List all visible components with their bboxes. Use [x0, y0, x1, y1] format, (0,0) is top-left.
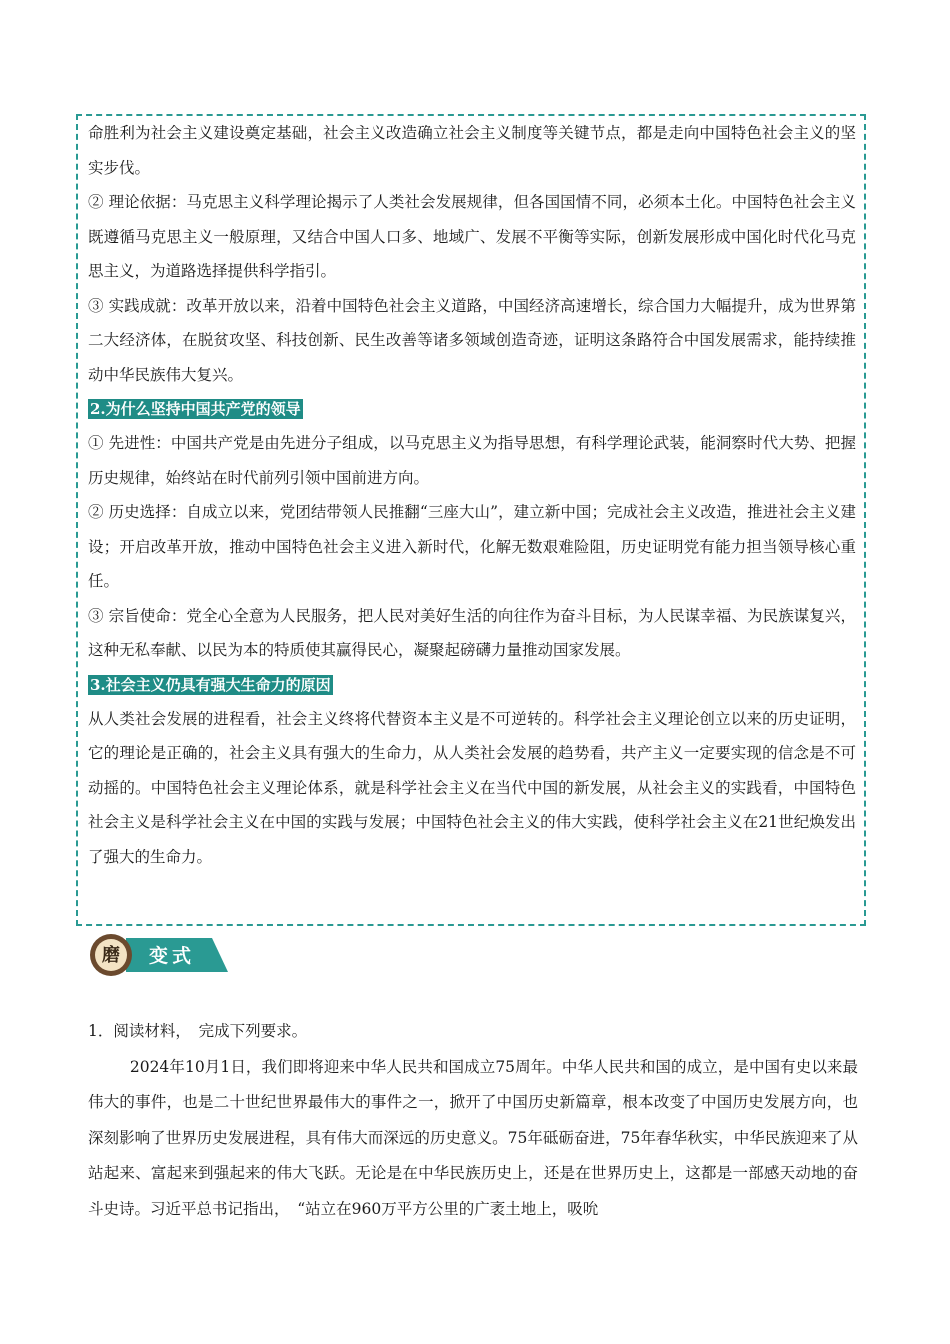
variant-badge — [88, 932, 228, 978]
section-heading: 3.社会主义仍具有强大生命力的原因 — [90, 675, 331, 694]
paragraph: ③ 实践成就：改革开放以来，沿着中国特色社会主义道路，中国经济高速增长，综合国力大幅提升，成为世界第二大经济体，在脱贫攻坚、科技创新、民生改善等诸多领域创造奇迹，证明这条路符合中国发展需求，能持续推动中华民族伟大复兴。 — [88, 296, 856, 384]
paragraph: 命胜利为社会主义建设奠定基础，社会主义改造确立社会主义制度等关键节点，都是走向中国特色社会主义的坚实步伐。 — [88, 124, 856, 177]
badge-label: 变式 — [148, 945, 196, 967]
paragraph: ② 历史选择：自成立以来，党团结带领人民推翻“三座大山”，建立新中国；完成社会主义改造，推进社会主义建设；开启改革开放，推动中国特色社会主义进入新时代，化解无数艰难险阻，历史证明党有能力担当领导核心重任。 — [88, 503, 856, 590]
knowledge-box — [76, 114, 866, 926]
section-heading: 2.为什么坚持中国共产党的领导 — [90, 400, 301, 418]
question-block — [88, 1014, 858, 1227]
question-title: 1．阅读材料， 完成下列要求。 — [88, 1022, 308, 1040]
question-material: 2024年10月1日，我们即将迎来中华人民共和国成立75周年。中华人民共和国的成立，是中国有史以来最伟大的事件，也是二十世纪世界最伟大的事件之一，掀开了中国历史新篇章，根本改变了中国历史发展方向，也深刻影响了世界历史发展进程，具有伟大而深远的历史意义。75年砥砺奋进，75年春华秋实，中华民族迎来了从站起来、富起来到强起来的伟大飞跃。无论是在中华民族历史上，还是在世界历史上，这都是一部感天动地的奋斗史诗。习近平总书记指出， “站立在960万平方公里的广袤土地上，吸吮 — [88, 1057, 858, 1218]
badge-char: 磨 — [102, 945, 120, 966]
paragraph: ① 先进性：中国共产党是由先进分子组成，以马克思主义为指导思想，有科学理论武装，能洞察时代大势、把握历史规律，始终站在时代前列引领中国前进方向。 — [88, 434, 856, 487]
paragraph: ② 理论依据：马克思主义科学理论揭示了人类社会发展规律，但各国国情不同，必须本土化。中国特色社会主义既遵循马克思主义一般原理，又结合中国人口多、地域广、发展不平衡等实际，创新发展形成中国化时代化马克思主义，为道路选择提供科学指引。 — [88, 193, 856, 280]
paragraph: 从人类社会发展的进程看，社会主义终将代替资本主义是不可逆转的。科学社会主义理论创立以来的历史证明，它的理论是正确的，社会主义具有强大的生命力，从人类社会发展的趋势看，共产主义一定要实现的信念是不可动摇的。中国特色社会主义理论体系，就是科学社会主义在当代中国的新发展，从社会主义的实践看，中国特色社会主义是科学社会主义在中国的实践与发展；中国特色社会主义的伟大实践，使科学社会主义在21世纪焕发出了强大的生命力。 — [88, 709, 856, 866]
paragraph: ③ 宗旨使命：党全心全意为人民服务，把人民对美好生活的向往作为奋斗目标，为人民谋幸福、为民族谋复兴，这种无私奉献、以民为本的特质使其赢得民心，凝聚起磅礴力量推动国家发展。 — [88, 606, 856, 659]
